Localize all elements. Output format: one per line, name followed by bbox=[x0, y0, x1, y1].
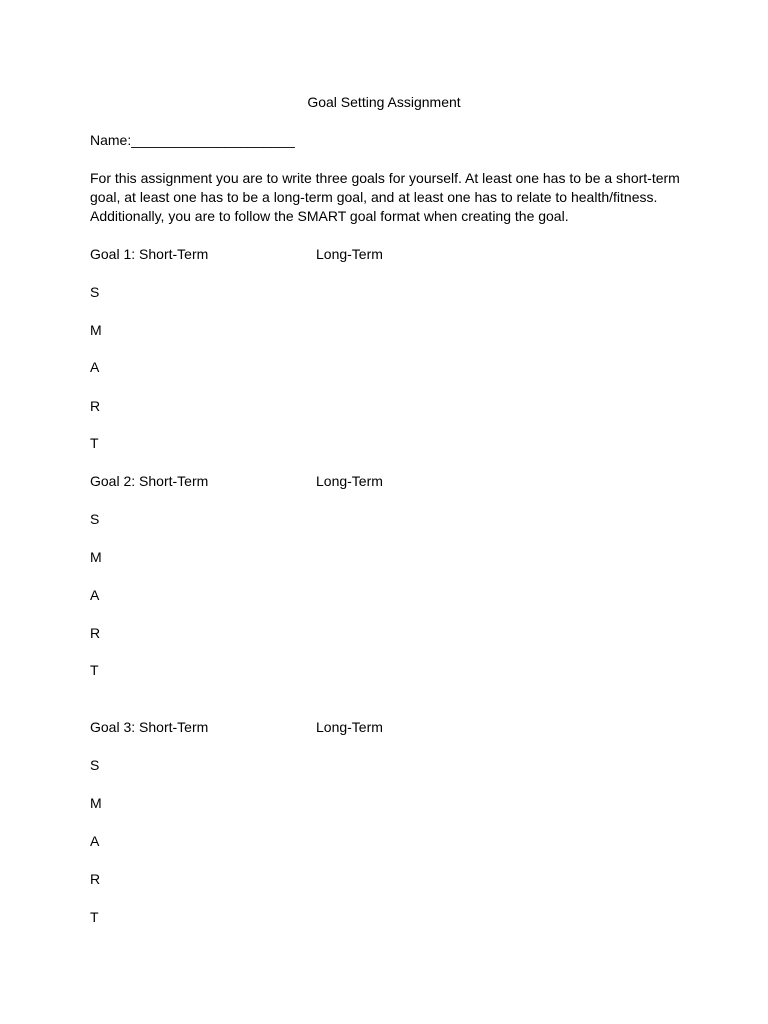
goal-2-letter-a: A bbox=[90, 587, 100, 603]
goal-3-letter-s: S bbox=[90, 757, 100, 773]
goal-2-letter-t: T bbox=[90, 662, 99, 678]
goal-2-long-term-label: Long-Term bbox=[316, 473, 383, 489]
goal-1-letter-m: M bbox=[90, 322, 102, 338]
goal-3-letter-a: A bbox=[90, 833, 100, 849]
goal-3-heading: Goal 3: Short-Term bbox=[90, 719, 209, 735]
goal-3-letter-t: T bbox=[90, 909, 99, 925]
goal-1-letter-t: T bbox=[90, 435, 99, 451]
goal-2-letter-r: R bbox=[90, 625, 101, 641]
goal-1-long-term-label: Long-Term bbox=[316, 246, 383, 262]
goal-3-letter-m: M bbox=[90, 795, 102, 811]
goal-3-long-term-label: Long-Term bbox=[316, 719, 383, 735]
goal-1-heading: Goal 1: Short-Term bbox=[90, 246, 209, 262]
instructions-paragraph: For this assignment you are to write three goals for yourself. At least one has to be a short-term goal, at least one has to be a long-term goal, and at least one has to relate to health/fitness. Additionally, you are to follow the SMART goal format when creating the goal. bbox=[90, 170, 680, 224]
goal-2-letter-s: S bbox=[90, 511, 100, 527]
document-title: Goal Setting Assignment bbox=[307, 94, 461, 110]
goal-1-letter-a: A bbox=[90, 359, 100, 375]
goal-1-letter-s: S bbox=[90, 284, 100, 300]
goal-2-letter-m: M bbox=[90, 549, 102, 565]
goal-1-letter-r: R bbox=[90, 398, 101, 414]
name-field-label: Name:_____________________ bbox=[90, 132, 295, 148]
goal-3-letter-r: R bbox=[90, 871, 101, 887]
goal-2-heading: Goal 2: Short-Term bbox=[90, 473, 209, 489]
